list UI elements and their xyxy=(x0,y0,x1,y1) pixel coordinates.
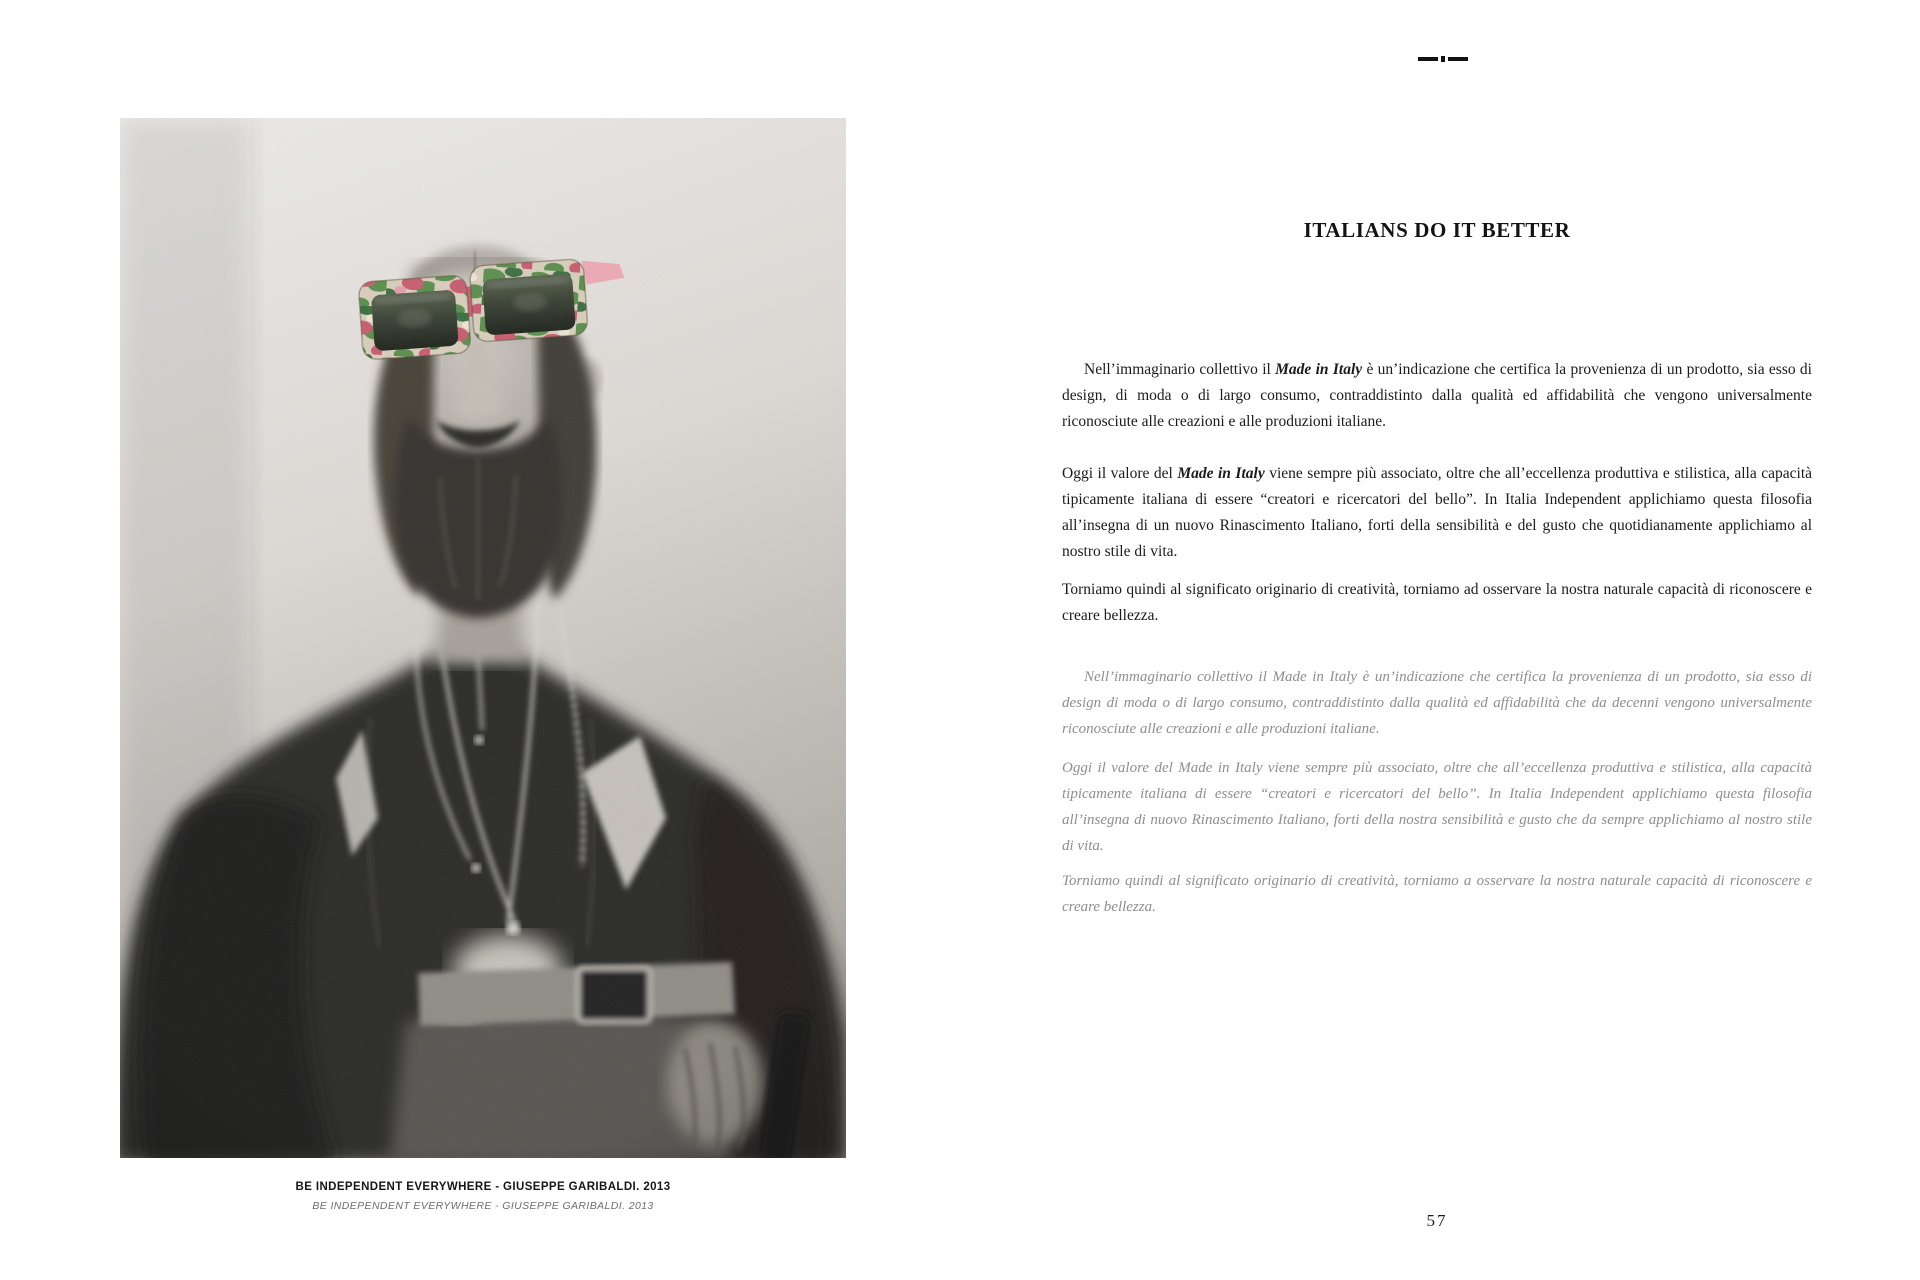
mark-right-dash xyxy=(1448,57,1468,61)
paragraph-1 xyxy=(1062,357,1812,435)
translation-paragraph-3: Torniamo quindi al significato originario di creatività, torniamo a osservare la nostra naturale capacità di riconoscere e creare bellezza. xyxy=(1062,873,1812,915)
dash-dot-dash-icon xyxy=(1418,55,1468,63)
paragraph-3 xyxy=(1062,577,1812,629)
translation-paragraph-2: Oggi il valore del Made in Italy viene sempre più associato, oltre che all’eccellenza produttiva e stilistica, alla capacità tipicamente italiana di essere “creatori e ricercatori del bello”. In Italia Independent applichiamo questa filosofia all’insegna di nuovo Rinascimento Italiano, forti della nostra sensibilità e gusto che da sempre applichiamo al nostro stile di vita. xyxy=(1062,760,1812,854)
translation-paragraph-1: Nell’immaginario collettivo il Made in Italy è un’indicazione che certifica la provenienza di un prodotto, sia esso di design di moda o di largo consumo, contraddistinto dalla qualità ed affidabilità che da decenni vengono universalmente riconosciute alle creazioni e alle produzioni italiane. xyxy=(1062,669,1812,737)
caption-line-italic: BE INDEPENDENT EVERYWHERE - GIUSEPPE GARIBALDI. 2013 xyxy=(312,1200,654,1212)
paragraph-1-post: è un’indicazione che certifica la provenienza di un prodotto, sia esso di design, di moda o di largo consumo, contraddistinto dalla qualità ed affidabilità che vengono universalmente riconosciute alle creazioni e alle produzioni italiane. xyxy=(1062,361,1812,430)
mark-dot xyxy=(1441,56,1445,62)
photo-caption xyxy=(120,1181,846,1212)
paragraph-2-post: viene sempre più associato, oltre che all’eccellenza produttiva e stilistica, alla capacità tipicamente italiana di essere “creatori e ricercatori del bello”. In Italia Independent applichiamo questa filosofia all’insegna di un nuovo Rinascimento Italiano, forti della sensibilità e del gusto che quotidianamente applichiamo al nostro stile di vita. xyxy=(1062,465,1813,560)
paragraph-2 xyxy=(1062,461,1812,565)
caption-line-bold: BE INDEPENDENT EVERYWHERE - GIUSEPPE GARIBALDI. 2013 xyxy=(295,1181,671,1193)
paragraph-3-text: Torniamo quindi al significato originario di creatività, torniamo ad osservare la nostra naturale capacità di riconoscere e creare bellezza. xyxy=(1062,581,1812,624)
mark-left-dash xyxy=(1418,57,1438,61)
made-in-italy-emphasis: Made in Italy xyxy=(1275,361,1363,378)
paragraph-1-pre: Nell’immaginario collettivo il xyxy=(1084,361,1276,378)
page-number: 57 xyxy=(1426,1211,1448,1230)
portrait-photo xyxy=(120,118,846,1158)
made-in-italy-emphasis: Made in Italy xyxy=(1177,465,1265,482)
paragraph-2-pre: Oggi il valore del xyxy=(1062,465,1178,482)
page-title: ITALIANS DO IT BETTER xyxy=(1303,218,1571,243)
